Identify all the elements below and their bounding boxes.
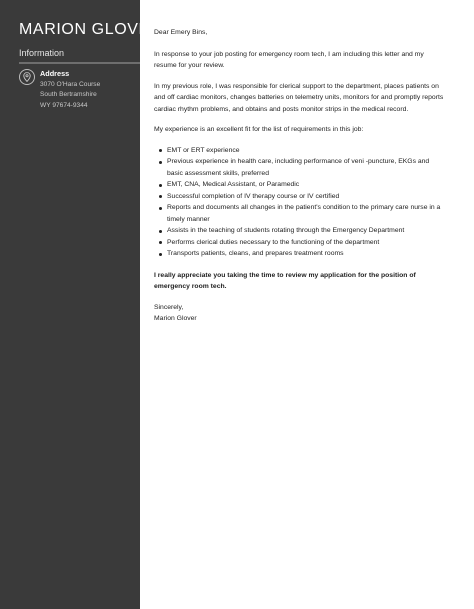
sign-off: Sincerely, — [154, 303, 184, 311]
address-line-1: 3070 O'Hara Course — [40, 80, 101, 88]
requirements-list — [154, 145, 446, 260]
section-divider — [19, 62, 140, 64]
address-block — [40, 69, 100, 111]
address-line-3: WY 97674-9344 — [40, 101, 88, 109]
previous-role-paragraph: In my previous role, I was responsible for clerical support to the department, places patients on and off cardiac monitors, changes batteries on telemetry units, monitors for and promptly reports cardiac rhythm problems, and obtains and posts monitor strips in the medical record. — [154, 82, 444, 113]
sidebar — [0, 0, 162, 609]
experience-intro: My experience is an excellent fit for the list of requirements in this job: — [154, 126, 364, 133]
address-label: Address — [40, 69, 70, 78]
information-heading: Information — [19, 48, 65, 58]
list-item: Assists in the teaching of students rotating through the Emergency Department — [154, 225, 446, 237]
location-pin-icon — [19, 69, 35, 85]
list-item: EMT, CNA, Medical Assistant, or Paramedic — [154, 179, 446, 191]
intro-paragraph: In response to your job posting for emergency room tech, I am including this letter and my resume for your review. — [154, 50, 424, 69]
list-item: EMT or ERT experience — [154, 145, 446, 157]
list-item: Previous experience in health care, including performance of veni -puncture, EKGs and basic assessment skills, preferred — [154, 156, 446, 179]
candidate-name: MARION GLOVER — [19, 21, 162, 38]
list-item: Performs clerical duties necessary to the functioning of the department — [154, 237, 446, 249]
greeting: Dear Emery Bins, — [154, 29, 208, 36]
letter-body — [154, 27, 446, 325]
list-item: Successful completion of IV therapy course or IV certified — [154, 191, 446, 203]
closing-statement: I really appreciate you taking the time to review my application for the position of emergency room tech. — [154, 271, 416, 290]
address-line-2: South Bertramshire — [40, 91, 97, 98]
list-item: Transports patients, cleans, and prepares treatment rooms — [154, 248, 446, 260]
signature: Marion Glover — [154, 315, 197, 322]
list-item: Reports and documents all changes in the patient's condition to the primary care nurse in a timely manner — [154, 202, 446, 225]
